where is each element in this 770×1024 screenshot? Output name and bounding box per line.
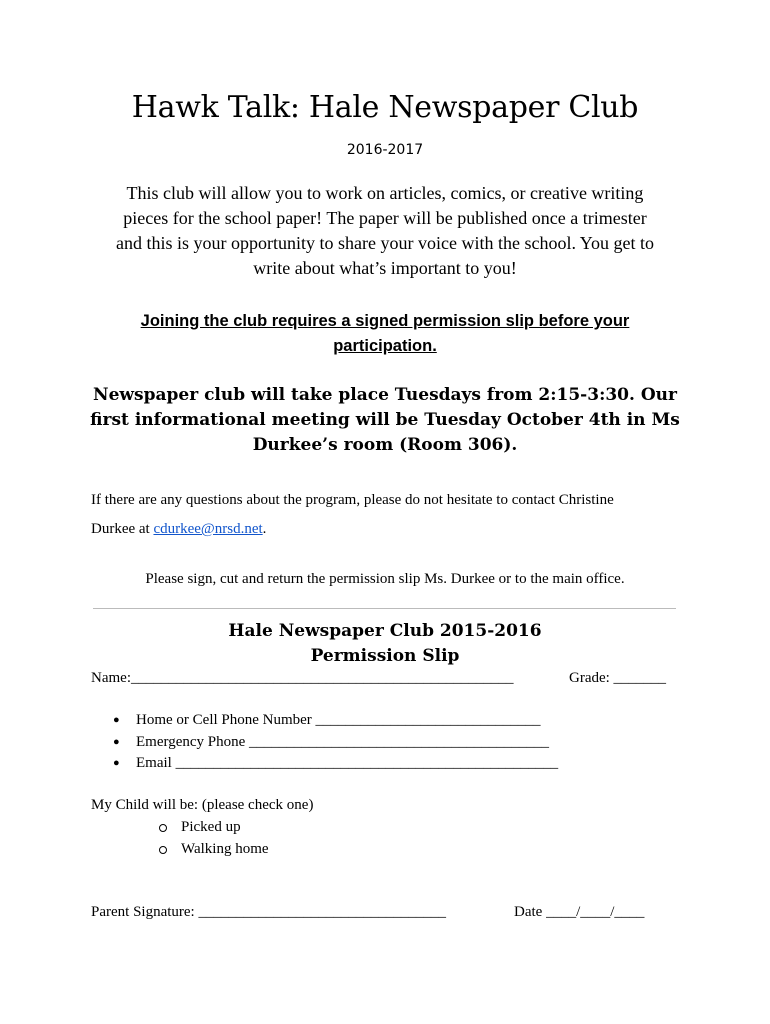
bullet-icon: ●	[113, 757, 120, 769]
emergency-phone-field[interactable]: Emergency Phone ________________________________________	[136, 734, 550, 750]
walking-home-radio-icon[interactable]	[159, 846, 167, 854]
intro-line: pieces for the school paper! The paper will be published once a trimester	[123, 208, 647, 228]
meeting-line: first informational meeting will be Tuesday October 4th in Ms	[90, 410, 680, 430]
parent-signature-field[interactable]: Parent Signature: _________________________________	[91, 904, 446, 920]
child-option-label: My Child will be: (please check one)	[91, 797, 314, 813]
intro-line: and this is your opportunity to share your voice with the school. You get to	[116, 233, 654, 253]
contact-line: If there are any questions about the program, please do not hesitate to contact Christine	[91, 492, 614, 508]
notice-line: Joining the club requires a signed permission slip before your	[140, 312, 630, 330]
picked-up-label: Picked up	[181, 819, 241, 835]
contact-suffix: .	[262, 521, 267, 537]
intro-paragraph	[85, 181, 685, 281]
name-field[interactable]: Name:___________________________________________________	[91, 670, 514, 686]
slip-title-line: Hale Newspaper Club 2015-2016	[228, 621, 542, 641]
walking-home-label: Walking home	[181, 841, 269, 857]
picked-up-radio-icon[interactable]	[159, 824, 167, 832]
cut-line-divider	[93, 608, 676, 609]
contact-paragraph	[91, 486, 691, 544]
contact-line	[91, 515, 691, 544]
slip-subtitle: Permission Slip	[310, 646, 460, 666]
date-field[interactable]: Date ____/____/____	[514, 904, 645, 920]
bullet-icon: ●	[113, 736, 120, 748]
intro-line: write about what’s important to you!	[253, 258, 517, 278]
meeting-line: Newspaper club will take place Tuesdays from 2:15-3:30. Our	[93, 385, 677, 405]
meeting-info	[80, 383, 690, 458]
phone-field[interactable]: Home or Cell Phone Number ______________________________	[136, 712, 541, 728]
contact-prefix: Durkee at	[91, 521, 154, 537]
grade-field[interactable]: Grade: _______	[569, 670, 667, 686]
intro-line: This club will allow you to work on articles, comics, or creative writing	[126, 183, 644, 203]
bullet-icon: ●	[113, 714, 120, 726]
email-field[interactable]: Email ___________________________________________________	[136, 755, 559, 771]
document-title: Hawk Talk: Hale Newspaper Club	[131, 90, 639, 125]
notice-line: participation.	[333, 337, 437, 355]
meeting-line: Durkee’s room (Room 306).	[252, 435, 518, 455]
permission-notice	[95, 309, 675, 359]
return-instructions: Please sign, cut and return the permission slip Ms. Durkee or to the main office.	[145, 571, 625, 587]
school-year: 2016-2017	[346, 142, 424, 158]
contact-email-link[interactable]: cdurkee@nrsd.net	[153, 521, 263, 537]
slip-title	[0, 619, 770, 669]
